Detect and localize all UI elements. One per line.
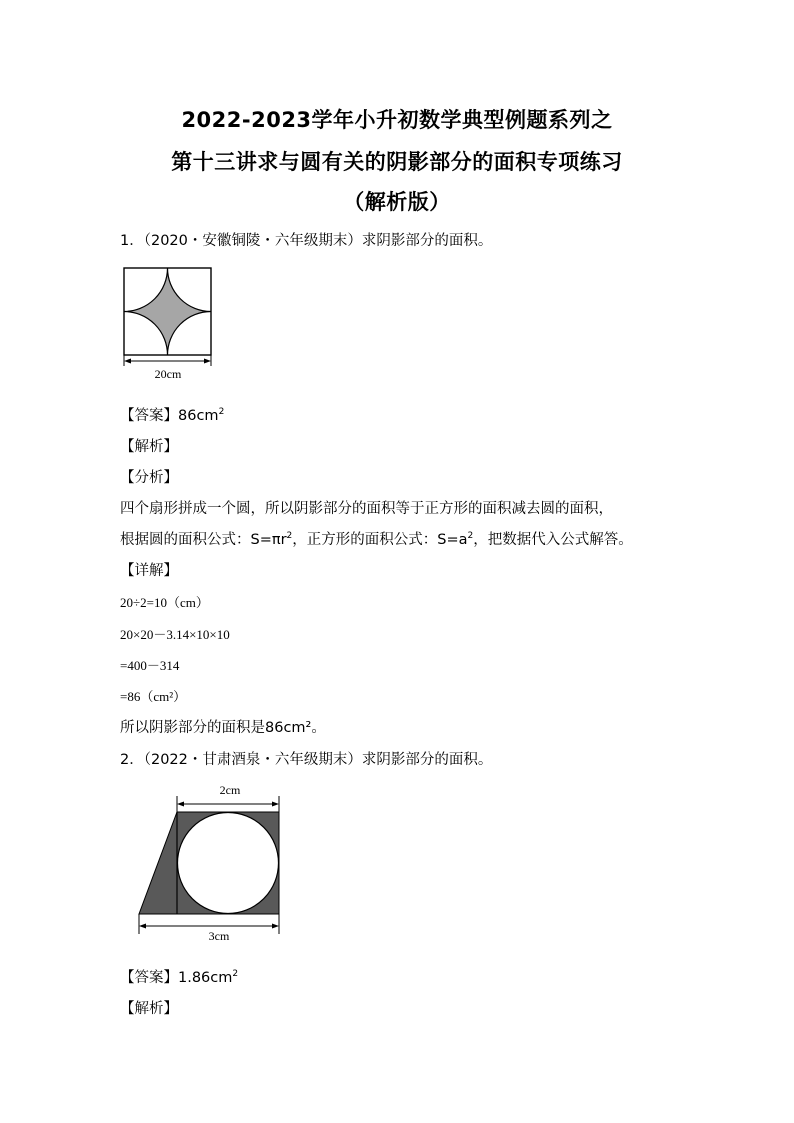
q1-xiangjie-heading: 【详解】 [120,563,178,579]
q1-conclusion: 所以阴影部分的面积是86cm²。 [120,720,326,736]
q1-dimension-label: 20cm [154,367,182,381]
q2-circle [178,813,279,914]
q1-step-1: 20÷2=10（cm） [120,595,209,610]
title-line-3: （解析版） [343,190,451,214]
q2-figure [130,776,290,946]
q2-answer: 【答案】$1.86cm^2$ [120,969,239,986]
title-line-2: 第十三讲求与圆有关的阴影部分的面积专项练习 [171,150,623,174]
q1-step-2: 20×20－3.14×10×10 [120,627,230,642]
q2-bottom-dimension-label: 3cm [208,929,230,943]
title-line-1: 2022-2023学年小升初数学典型例题系列之 [181,108,613,132]
q2-question: 2．（2022・甘肃酒泉・六年级期末）求阴影部分的面积。 [120,752,493,768]
q1-answer: 【答案】$86cm^2$ [120,407,225,424]
q2-top-dimension-label: 2cm [219,783,241,797]
q1-analysis-line-2: 根据圆的面积公式：$S=\pi r^2$，正方形的面积公式：$S=a^2$，把数据代入公式解答。 [120,531,633,548]
q1-step-4: =86（cm²） [120,689,187,704]
q1-step-3: =400－314 [120,658,180,673]
q2-jiexi-heading: 【解析】 [120,1001,178,1017]
q1-figure [118,262,218,382]
q1-question: 1．（2020・安徽铜陵・六年级期末）求阴影部分的面积。 [120,233,493,249]
q1-fenxi-heading: 【分析】 [120,470,178,486]
q1-jiexi-heading: 【解析】 [120,439,178,455]
q1-analysis-line-1: 四个扇形拼成一个圆，所以阴影部分的面积等于正方形的面积减去圆的面积， [120,501,613,517]
